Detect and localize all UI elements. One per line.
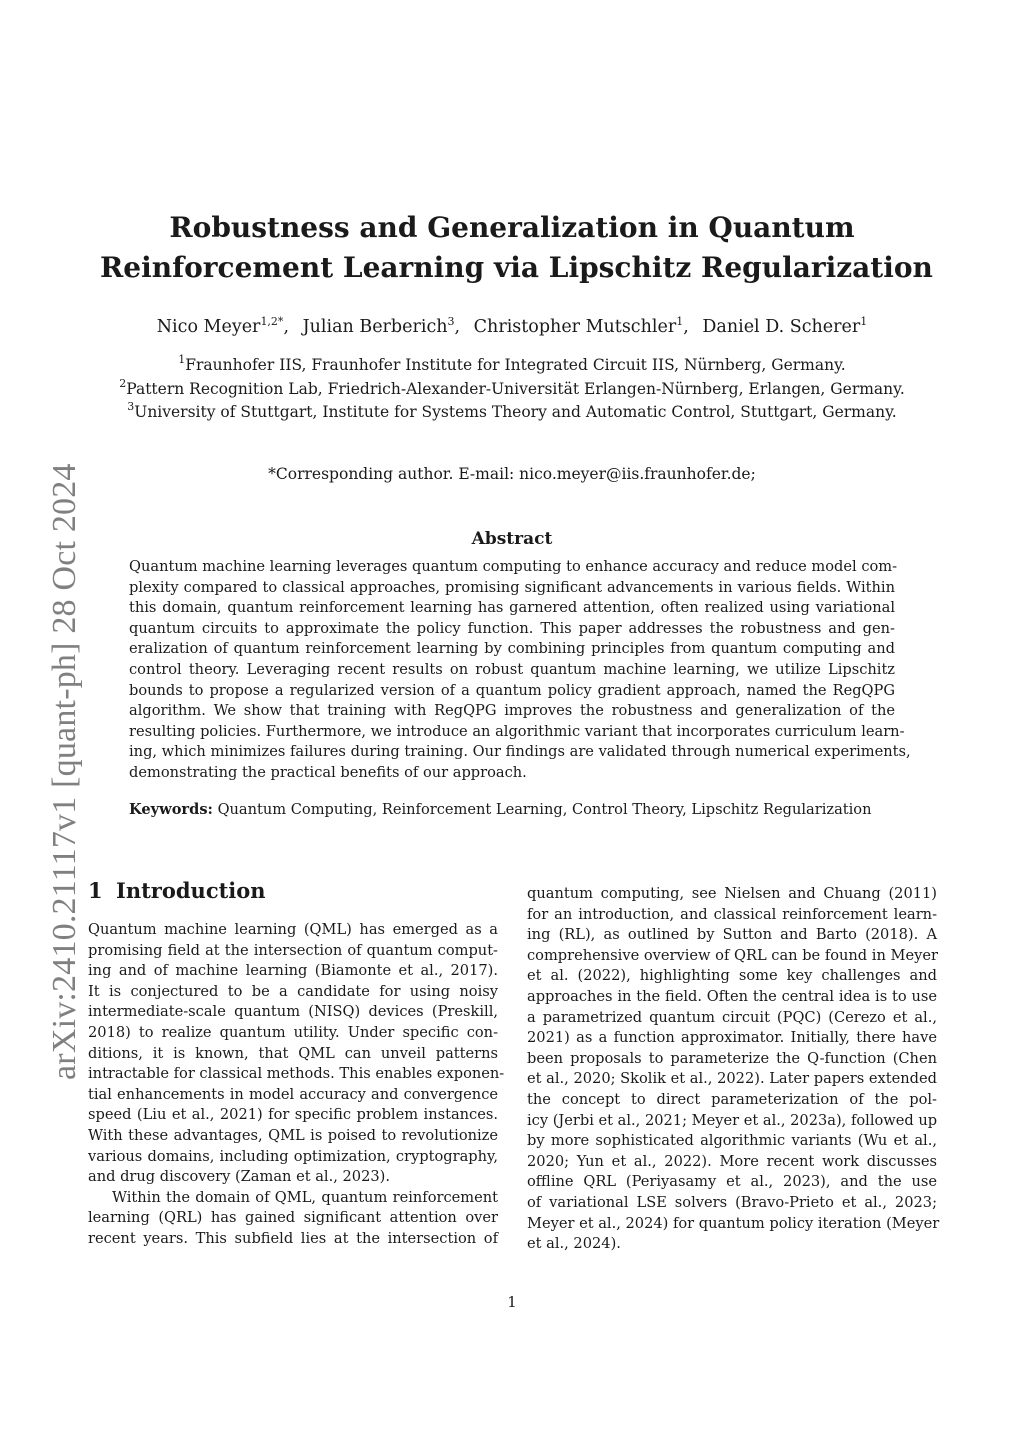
keywords-text: Quantum Computing, Reinforcement Learning, Control Theory, Lipschitz Regularization <box>217 801 872 818</box>
paper-title <box>100 208 933 288</box>
abstract-line: eralization of quantum reinforcement learning by combining principles from quantum computing and <box>129 640 895 658</box>
abstract-line: quantum circuits to approximate the policy function. This paper addresses the robustness and gen- <box>129 619 895 637</box>
body-line: 2018) to realize quantum utility. Under specific con- <box>88 1023 498 1041</box>
body-line: ing (RL), as outlined by Sutton and Barto (2018). A <box>527 926 937 944</box>
abstract-line: ing, which minimizes failures during training. Our findings are validated through numerical experiments, <box>129 743 911 761</box>
abstract-line: resulting policies. Furthermore, we introduce an algorithmic variant that incorporates curriculum learn- <box>129 722 905 740</box>
body-line: and drug discovery (Zaman et al., 2023). <box>88 1168 390 1186</box>
body-line: been proposals to parameterize the Q-function (Chen <box>527 1049 937 1067</box>
abstract-heading: Abstract <box>471 529 553 549</box>
page-number: 1 <box>507 1293 517 1311</box>
body-line: speed (Liu et al., 2021) for specific problem instances. <box>88 1106 498 1124</box>
section-heading-introduction <box>88 878 266 903</box>
affiliation-text: University of Stuttgart, Institute for Systems Theory and Automatic Control, Stuttgart, Germany. <box>134 403 897 421</box>
author-name: Nico Meyer <box>156 317 261 337</box>
affiliation-text: Fraunhofer IIS, Fraunhofer Institute for Integrated Circuit IIS, Nürnberg, Germany. <box>185 356 846 374</box>
affiliation <box>60 401 964 425</box>
body-line: et al., 2020; Skolik et al., 2022). Later papers extended <box>527 1070 937 1088</box>
body-line: ditions, it is known, that QML can unveil patterns <box>88 1044 498 1062</box>
body-line: 2021) as a function approximator. Initially, there have <box>527 1029 937 1047</box>
body-line: a parametrized quantum circuit (PQC) (Cerezo et al., <box>527 1008 937 1026</box>
author-affiliation-mark: 1 <box>676 315 684 328</box>
corresponding-author-note: *Corresponding author. E-mail: nico.meyer@iis.fraunhofer.de; <box>268 465 756 483</box>
body-line: Quantum machine learning (QML) has emerged as a <box>88 921 498 938</box>
title-line: Reinforcement Learning via Lipschitz Regularization <box>100 251 933 284</box>
arxiv-identifier-stamp: arXiv:2410.21117v1 [quant-ph] 28 Oct 2024 <box>46 463 83 1080</box>
author-name: Daniel D. Scherer <box>702 317 861 337</box>
author-list: Nico Meyer$^{1,2*}$, Julian Berberich$^3$, Christopher Mutschler$^1$, Daniel D. Scherer$^1$ <box>156 315 868 337</box>
body-line: comprehensive overview of QRL can be found in Meyer <box>527 946 938 964</box>
right-column <box>527 884 940 1255</box>
keywords-label: Keywords: <box>129 801 213 818</box>
keywords <box>129 801 895 818</box>
section-number: 1 <box>88 878 103 903</box>
body-line: by more sophisticated algorithmic variants (Wu et al., <box>527 1132 937 1150</box>
body-line: It is conjectured to be a candidate for using noisy <box>88 982 498 1000</box>
body-line: et al., 2024). <box>527 1235 621 1253</box>
abstract-line: bounds to propose a regularized version of a quantum policy gradient approach, named the RegQPG <box>129 681 895 699</box>
body-line: the concept to direct parameterization of the pol- <box>527 1090 937 1108</box>
body-line: Meyer et al., 2024) for quantum policy iteration (Meyer <box>527 1214 940 1232</box>
abstract-body <box>129 557 911 784</box>
abstract-line: plexity compared to classical approaches, promising significant advancements in various fields. Within <box>129 578 895 596</box>
body-line: ing and of machine learning (Biamonte et al., 2017). <box>88 962 498 980</box>
affiliation-mark: 2 <box>119 376 127 390</box>
author-name: Christopher Mutschler <box>473 317 677 337</box>
affiliation <box>60 354 964 378</box>
left-column <box>88 920 505 1250</box>
author-affiliation-mark: 1,2* <box>260 315 284 328</box>
affiliation-list <box>60 354 964 425</box>
body-line: promising field at the intersection of quantum comput- <box>88 941 498 959</box>
body-line: various domains, including optimization, cryptography, <box>88 1147 498 1165</box>
affiliation-mark: 3 <box>127 400 135 413</box>
body-line: offline QRL (Periyasamy et al., 2023), and the use <box>527 1173 937 1191</box>
body-line: tial enhancements in model accuracy and convergence <box>88 1085 498 1103</box>
body-line: learning (QRL) has gained significant attention over <box>88 1209 498 1227</box>
abstract-line: Quantum machine learning leverages quantum computing to enhance accuracy and reduce model com- <box>129 558 898 575</box>
body-line: approaches in the field. Often the central idea is to use <box>527 987 937 1005</box>
author-affiliation-mark: 3 <box>447 315 455 328</box>
title-line: Robustness and Generalization in Quantum <box>169 211 855 244</box>
abstract-line: algorithm. We show that training with RegQPG improves the robustness and generalization of the <box>129 702 895 720</box>
body-line: Within the domain of QML, quantum reinforcement <box>112 1188 498 1206</box>
affiliation-text: Pattern Recognition Lab, Friedrich-Alexander-Universität Erlangen-Nürnberg, Erlangen, Germany. <box>126 379 905 398</box>
abstract-line: control theory. Leveraging recent results on robust quantum machine learning, we utilize Lipschitz <box>129 660 895 678</box>
abstract-line: demonstrating the practical benefits of our approach. <box>129 763 527 781</box>
author-name: Julian Berberich <box>302 317 448 337</box>
body-line: quantum computing, see Nielsen and Chuang (2011) <box>527 885 937 902</box>
body-line: icy (Jerbi et al., 2021; Meyer et al., 2023a), followed up <box>527 1111 938 1129</box>
body-line: intermediate-scale quantum (NISQ) devices (Preskill, <box>88 1003 498 1021</box>
affiliation <box>60 378 964 402</box>
author-affiliation-mark: 1 <box>860 315 868 328</box>
body-line: recent years. This subfield lies at the intersection of <box>88 1229 498 1247</box>
body-line: intractable for classical methods. This enables exponen- <box>88 1065 505 1083</box>
body-line: et al. (2022), highlighting some key challenges and <box>527 967 937 985</box>
abstract-line: this domain, quantum reinforcement learning has garnered attention, often realized using variational <box>129 599 895 617</box>
section-title: Introduction <box>116 878 266 903</box>
body-line: for an introduction, and classical reinforcement learn- <box>527 905 937 923</box>
affiliation-mark: 1 <box>178 353 186 366</box>
body-line: With these advantages, QML is poised to revolutionize <box>88 1126 498 1144</box>
body-line: of variational LSE solvers (Bravo-Prieto et al., 2023; <box>527 1193 937 1211</box>
body-line: 2020; Yun et al., 2022). More recent work discusses <box>527 1152 937 1170</box>
